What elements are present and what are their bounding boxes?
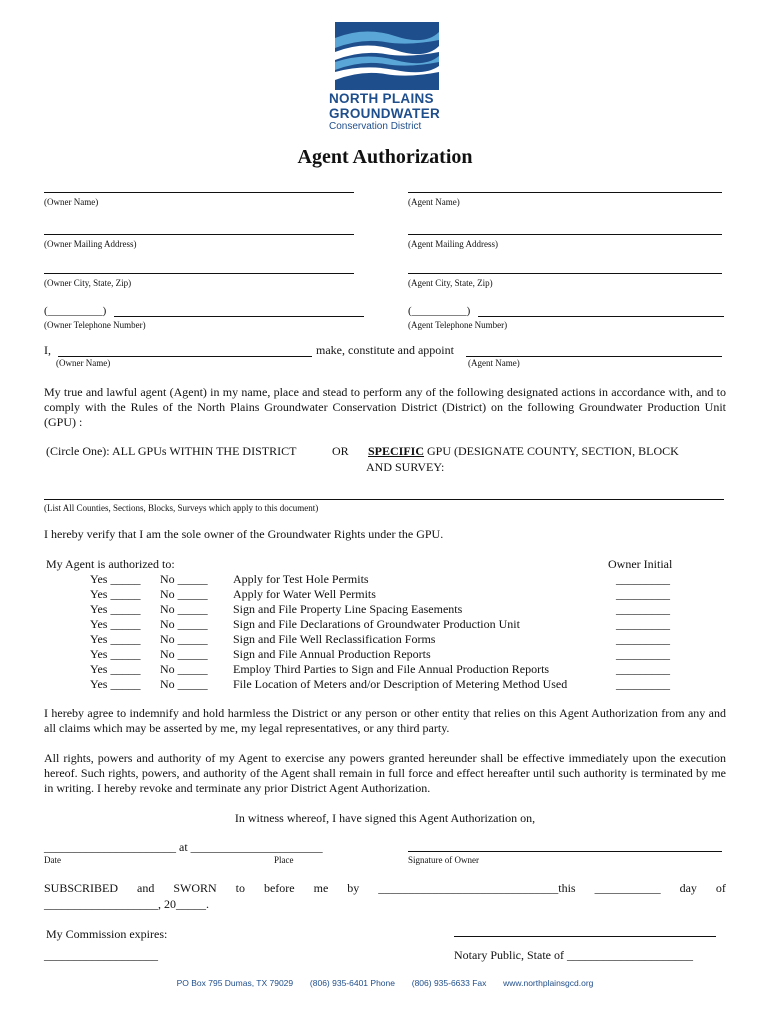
appoint-agent-line[interactable] <box>466 356 722 357</box>
agent-city-label: (Agent City, State, Zip) <box>408 278 493 288</box>
authorized-item-label: File Location of Meters and/or Description of Metering Method Used <box>233 677 568 691</box>
word-of: of <box>715 881 726 895</box>
authorized-item-label: Sign and File Property Line Spacing Easements <box>233 602 463 616</box>
owner-phone-label: (Owner Telephone Number) <box>44 320 146 330</box>
word-day: day <box>679 881 697 895</box>
signature-label: Signature of Owner <box>408 855 479 865</box>
word-to: to <box>235 881 245 895</box>
authorized-item-label: Sign and File Declarations of Groundwater Production Unit <box>233 617 520 631</box>
list-counties-label: (List All Counties, Sections, Blocks, Surveys which apply to this document) <box>44 503 319 513</box>
owner-mailing-label: (Owner Mailing Address) <box>44 239 137 249</box>
signature-line[interactable] <box>408 851 722 852</box>
footer-phone: (806) 935-6401 Phone <box>309 978 395 988</box>
notary-subscribed-row <box>44 881 726 896</box>
date-place-line[interactable]: ______________________ at ______________________ <box>44 840 323 854</box>
owner-initial-blank[interactable]: _________ <box>616 677 670 691</box>
circle-one-all[interactable]: (Circle One): ALL GPUs WITHIN THE DISTRICT <box>46 444 297 458</box>
no-blank[interactable]: No _____ <box>160 662 208 676</box>
owner-initial-blank[interactable]: _________ <box>616 572 670 586</box>
authorized-item-label: Sign and File Annual Production Reports <box>233 647 431 661</box>
agent-name-line[interactable] <box>408 192 722 193</box>
agent-name-label: (Agent Name) <box>408 197 460 207</box>
paragraph-indemnify: I hereby agree to indemnify and hold harmless the District or any person or other entity that relies on this Agent Authorization from any and all claims which may be asserted by me, my legal representatives, or any third party. <box>44 706 726 735</box>
footer-fax: (806) 935-6633 Fax <box>411 978 487 988</box>
authorized-item-label: Apply for Test Hole Permits <box>233 572 369 586</box>
agent-city-line[interactable] <box>408 273 722 274</box>
no-blank[interactable]: No _____ <box>160 677 208 691</box>
owner-initial-heading: Owner Initial <box>608 557 673 571</box>
owner-initial-blank[interactable]: _________ <box>616 632 670 646</box>
word-before: before <box>263 881 295 895</box>
no-blank[interactable]: No _____ <box>160 632 208 646</box>
notary-signature-line[interactable] <box>454 936 716 937</box>
logo-mark <box>325 18 447 92</box>
specific-label: SPECIFIC <box>368 444 425 458</box>
verify-statement: I hereby verify that I am the sole owner of the Groundwater Rights under the GPU. <box>44 527 444 541</box>
owner-phone-line[interactable] <box>114 316 364 317</box>
no-blank[interactable]: No _____ <box>160 587 208 601</box>
appoint-text: make, constitute and appoint <box>316 343 454 357</box>
paragraph-designated-actions: My true and lawful agent (Agent) in my name, place and stead to perform any of the following designated actions in accordance with, and to comply with the Rules of the North Plains Groundwater Conservation District (District) on the following Groundwater Production Unit (GPU) : <box>44 385 726 429</box>
commission-expires: My Commission expires: <box>46 927 168 941</box>
appoint-owner-label: (Owner Name) <box>56 358 111 368</box>
footer-address: PO Box 795 Dumas, TX 79029 <box>176 978 294 988</box>
agent-mailing-line[interactable] <box>408 234 722 235</box>
authorized-heading: My Agent is authorized to: <box>46 557 175 571</box>
no-blank[interactable]: No _____ <box>160 647 208 661</box>
yes-blank[interactable]: Yes _____ <box>90 662 141 676</box>
circle-one-or: OR <box>332 444 349 458</box>
footer <box>0 978 770 988</box>
yes-blank[interactable]: Yes _____ <box>90 572 141 586</box>
no-blank[interactable]: No _____ <box>160 602 208 616</box>
notary-day-blank[interactable]: ___________ <box>594 881 661 895</box>
owner-city-label: (Owner City, State, Zip) <box>44 278 132 288</box>
specific-rest: GPU (DESIGNATE COUNTY, SECTION, BLOCK <box>424 444 679 458</box>
yes-blank[interactable]: Yes _____ <box>90 617 141 631</box>
word-and: and <box>137 881 155 895</box>
authorized-item-label: Employ Third Parties to Sign and File Annual Production Reports <box>233 662 550 676</box>
notary-name-blank[interactable]: ______________________________this <box>378 881 576 895</box>
word-subscribed: SUBSCRIBED <box>44 881 119 895</box>
owner-initial-blank[interactable]: _________ <box>616 662 670 676</box>
agent-mailing-label: (Agent Mailing Address) <box>408 239 498 249</box>
word-sworn: SWORN <box>173 881 217 895</box>
commission-blank[interactable]: ___________________ <box>44 948 158 962</box>
logo-line2: GROUNDWATER <box>329 106 441 121</box>
yes-blank[interactable]: Yes _____ <box>90 647 141 661</box>
yes-blank[interactable]: Yes _____ <box>90 677 141 691</box>
word-by: by <box>347 881 360 895</box>
authorized-item-label: Apply for Water Well Permits <box>233 587 376 601</box>
list-counties-line[interactable] <box>44 499 724 500</box>
authorized-item-label: Sign and File Well Reclassification Forms <box>233 632 436 646</box>
appoint-i: I, <box>44 343 51 357</box>
witness-statement: In witness whereof, I have signed this Agent Authorization on, <box>234 811 536 825</box>
specific-rest-line2: AND SURVEY: <box>366 460 445 474</box>
yes-blank[interactable]: Yes _____ <box>90 587 141 601</box>
notary-state[interactable]: Notary Public, State of _____________________ <box>454 948 693 962</box>
appoint-agent-label: (Agent Name) <box>468 358 520 368</box>
owner-city-line[interactable] <box>44 273 354 274</box>
owner-initial-blank[interactable]: _________ <box>616 587 670 601</box>
owner-name-line[interactable] <box>44 192 354 193</box>
date-label: Date <box>44 855 61 865</box>
logo-line3: Conservation District <box>329 121 422 132</box>
yes-blank[interactable]: Yes _____ <box>90 632 141 646</box>
owner-name-label: (Owner Name) <box>44 197 99 207</box>
agent-phone-prefix: (__________) <box>408 305 471 317</box>
page-title: Agent Authorization <box>297 146 473 168</box>
logo-line1: NORTH PLAINS <box>329 91 434 106</box>
footer-website[interactable]: www.northplainsgcd.org <box>503 978 594 988</box>
word-me: me <box>313 881 329 895</box>
owner-mailing-line[interactable] <box>44 234 354 235</box>
owner-initial-blank[interactable]: _________ <box>616 617 670 631</box>
yes-blank[interactable]: Yes _____ <box>90 602 141 616</box>
owner-initial-blank[interactable]: _________ <box>616 647 670 661</box>
place-label: Place <box>274 855 294 865</box>
owner-initial-blank[interactable]: _________ <box>616 602 670 616</box>
notary-year-line[interactable]: ___________________, 20_____. <box>44 897 209 911</box>
logo <box>325 18 447 133</box>
paragraph-rights: All rights, powers and authority of my Agent to exercise any powers granted hereunder shall be effective immediately upon the execution hereof. Such rights, powers, and authority of the Agent shall remain in full force and effect hereafter until such authority is terminated by me in writing. I hereby revoke and terminate any prior District Agent Authorization. <box>44 751 726 795</box>
agent-phone-line[interactable] <box>478 316 724 317</box>
no-blank[interactable]: No _____ <box>160 617 208 631</box>
no-blank[interactable]: No _____ <box>160 572 208 586</box>
circle-one-specific[interactable] <box>368 444 679 459</box>
owner-phone-prefix: (__________) <box>44 305 107 317</box>
appoint-owner-line[interactable] <box>58 356 312 357</box>
agent-phone-label: (Agent Telephone Number) <box>408 320 508 330</box>
